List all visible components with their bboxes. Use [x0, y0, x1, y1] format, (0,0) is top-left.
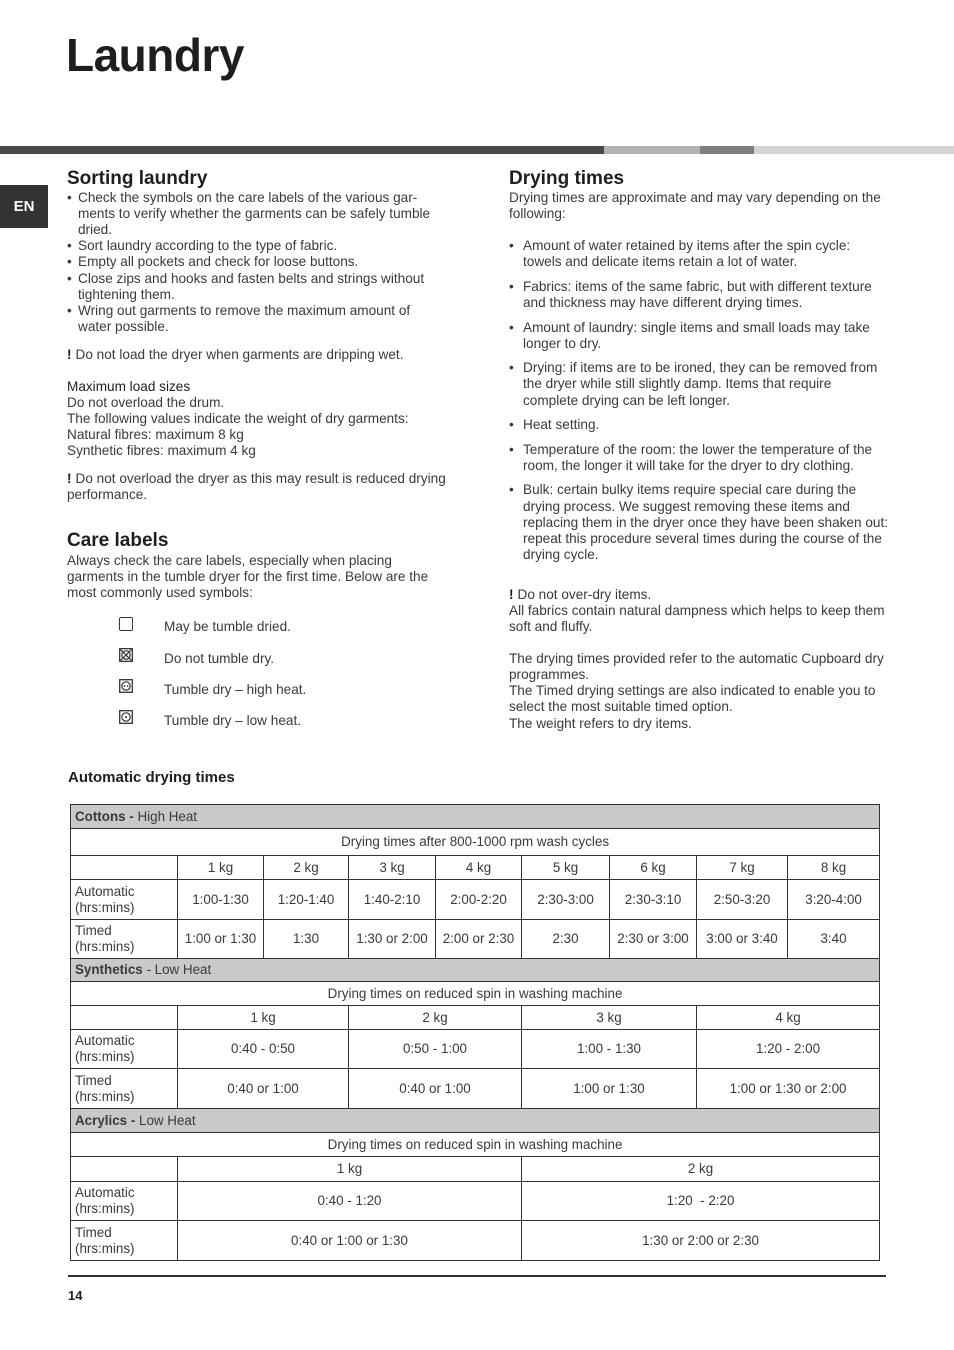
symbol-label: May be tumble dried. [164, 619, 291, 634]
list-item: • Drying: if items are to be ironed, they can be removed from the dryer while still slightly damp. Items that require complete drying can be left longer. [509, 360, 889, 408]
weight-header: 8 kg [788, 856, 880, 880]
weight-header: 7 kg [697, 856, 788, 880]
table-cell: 1:30 or 2:00 or 2:30 [522, 1221, 880, 1261]
list-item: • Amount of water retained by items after the spin cycle: towels and delicate items retain a lot of water. [509, 238, 889, 270]
table-row [71, 880, 880, 920]
care-labels-section [67, 530, 447, 601]
tumble-dry-high-heat-icon [119, 679, 133, 693]
do-not-tumble-dry-icon [119, 648, 133, 662]
table-cell: 1:40-2:10 [349, 880, 436, 920]
table-subtitle: Drying times on reduced spin in washing machine [71, 982, 880, 1006]
over-dry-warning: ! Do not over-dry items. [509, 586, 652, 602]
table-title: Automatic drying times [68, 769, 235, 786]
warning-icon: ! [509, 586, 514, 602]
header-bar-segment [700, 146, 754, 154]
fabric-name: Cottons - [75, 808, 138, 824]
table-cell: 2:30-3:00 [522, 880, 610, 920]
tumble-dry-low-heat-icon [119, 710, 133, 724]
table-cell: 2:30-3:10 [610, 880, 697, 920]
table-row [71, 1157, 880, 1182]
table-cell: 1:00 or 1:30 or 2:00 [697, 1069, 880, 1109]
table-cell [71, 856, 178, 880]
sorting-list [67, 190, 447, 335]
table-subtitle: Drying times after 800-1000 rpm wash cycles [71, 829, 880, 856]
table-cell: 1:00 or 1:30 [178, 920, 264, 959]
table-cell: 2:50-3:20 [697, 880, 788, 920]
heat-level: High Heat [137, 808, 198, 824]
row-label: Timed (hrs:mins) [71, 1221, 178, 1261]
programme-note: The weight refers to dry items. [509, 715, 692, 731]
table-cell: 0:40 or 1:00 [178, 1069, 349, 1109]
fabric-name: Synthetics [75, 962, 143, 977]
max-load-line: Synthetic fibres: maximum 4 kg [67, 443, 256, 459]
weight-header: 3 kg [349, 856, 436, 880]
symbol-label: Tumble dry – high heat. [164, 682, 307, 697]
list-item: • Check the symbols on the care labels of the various gar-ments to verify whether the garments can be safely tumble dried. [67, 190, 447, 238]
table-section-header [71, 1109, 880, 1133]
heat-level: - Low Heat [142, 962, 212, 977]
table-row [71, 1030, 880, 1069]
table-cell [71, 1006, 178, 1030]
wet-warning: ! Do not load the dryer when garments are dripping wet. [67, 346, 404, 362]
header-bar-segment [604, 146, 700, 154]
care-labels-heading: Care labels [67, 530, 169, 551]
drying-factors-list [509, 238, 889, 563]
footer-rule [68, 1275, 886, 1277]
weight-header: 2 kg [522, 1157, 880, 1182]
symbol-label: Do not tumble dry. [164, 651, 275, 666]
table-row [71, 1133, 880, 1157]
table-row [71, 1221, 880, 1261]
programme-note: The Timed drying settings are also indicated to enable you to select the most suitable timed option. [509, 683, 876, 715]
drying-times-table [70, 804, 880, 1261]
list-item: • Wring out garments to remove the maximum amount of water possible. [67, 303, 447, 335]
table-cell: 3:40 [788, 920, 880, 959]
table-cell: 1:00-1:30 [178, 880, 264, 920]
table-cell: 3:00 or 3:40 [697, 920, 788, 959]
care-labels-intro: Always check the care labels, especially when placing garments in the tumble dryer for the first time. Below are the most commonly used symbols: [67, 553, 429, 601]
drying-times-heading: Drying times [509, 168, 625, 189]
table-row [71, 982, 880, 1006]
tumble-dry-allowed-icon [119, 617, 133, 631]
weight-header: 1 kg [178, 856, 264, 880]
list-item: • Empty all pockets and check for loose buttons. [67, 254, 447, 270]
heat-level: Low Heat [139, 1112, 196, 1128]
overload-warning: ! Do not overload the dryer as this may result is reduced drying performance. [67, 470, 446, 502]
list-item: • Temperature of the room: the lower the temperature of the room, the longer it will take for the dryer to dry clothing. [509, 442, 889, 474]
list-item: • Sort laundry according to the type of fabric. [67, 238, 447, 254]
table-cell: 0:40 or 1:00 [349, 1069, 522, 1109]
max-load-line: Natural fibres: maximum 8 kg [67, 427, 244, 443]
table-cell: 1:30 or 2:00 [349, 920, 436, 959]
table-subtitle: Drying times on reduced spin in washing machine [71, 1133, 880, 1157]
table-section-header [71, 959, 880, 982]
table-cell: 3:20-4:00 [788, 880, 880, 920]
drying-times-section [509, 168, 889, 732]
page-number: 14 [68, 1288, 83, 1303]
weight-header: 4 kg [436, 856, 522, 880]
page-title: Laundry [66, 29, 244, 81]
table-cell: 1:30 [264, 920, 349, 959]
warning-icon: ! [67, 470, 72, 486]
fabric-name: Acrylics - [75, 1112, 140, 1128]
table-section-header [71, 805, 880, 829]
list-item: • Bulk: certain bulky items require special care during the drying process. We suggest removing these items and replacing them in the dryer once they have been shaken out: repeat this procedure several times during the course of the drying cycle. [509, 482, 889, 562]
max-load-line: The following values indicate the weight of dry garments: [67, 411, 409, 427]
language-tab: EN [0, 185, 48, 228]
sorting-heading: Sorting laundry [67, 168, 208, 189]
row-label: Timed (hrs:mins) [71, 1069, 178, 1109]
table-cell: 2:30 or 3:00 [610, 920, 697, 959]
list-item: • Heat setting. [509, 417, 889, 433]
table-cell: 1:20-1:40 [264, 880, 349, 920]
weight-header: 3 kg [522, 1006, 697, 1030]
list-item: • Close zips and hooks and fasten belts and strings without tightening them. [67, 271, 447, 303]
weight-header: 2 kg [349, 1006, 522, 1030]
weight-header: 6 kg [610, 856, 697, 880]
table-cell: 0:50 - 1:00 [349, 1030, 522, 1069]
sorting-section [67, 168, 447, 503]
row-label: Timed (hrs:mins) [71, 920, 178, 959]
row-label: Automatic (hrs:mins) [71, 1030, 178, 1069]
table-row [71, 856, 880, 880]
weight-header: 5 kg [522, 856, 610, 880]
table-cell: 0:40 - 0:50 [178, 1030, 349, 1069]
table-row [71, 1069, 880, 1109]
max-load-heading: Maximum load sizes [67, 379, 191, 395]
warning-icon: ! [67, 346, 72, 362]
table-cell: 1:00 - 1:30 [522, 1030, 697, 1069]
table-cell: 2:00 or 2:30 [436, 920, 522, 959]
weight-header: 1 kg [178, 1157, 522, 1182]
row-label: Automatic (hrs:mins) [71, 880, 178, 920]
table-cell: 0:40 - 1:20 [178, 1182, 522, 1221]
header-bar [0, 146, 604, 154]
programme-note: The drying times provided refer to the automatic Cupboard dry programmes. [509, 651, 884, 683]
table-row [71, 1182, 880, 1221]
row-label: Automatic (hrs:mins) [71, 1182, 178, 1221]
table-cell: 1:00 or 1:30 [522, 1069, 697, 1109]
table-row [71, 829, 880, 856]
drying-times-intro: Drying times are approximate and may vary depending on the following: [509, 190, 881, 222]
table-row [71, 1006, 880, 1030]
weight-header: 1 kg [178, 1006, 349, 1030]
weight-header: 2 kg [264, 856, 349, 880]
table-cell [71, 1157, 178, 1182]
symbol-label: Tumble dry – low heat. [164, 713, 302, 728]
table-row [71, 920, 880, 959]
weight-header: 4 kg [697, 1006, 880, 1030]
dampness-note: All fabrics contain natural dampness which helps to keep them soft and fluffy. [509, 602, 885, 635]
list-item: • Amount of laundry: single items and small loads may take longer to dry. [509, 320, 889, 352]
max-load-line: Do not overload the drum. [67, 395, 225, 411]
table-cell: 1:20 - 2:20 [522, 1182, 880, 1221]
header-bar-segment [754, 146, 954, 154]
table-cell: 0:40 or 1:00 or 1:30 [178, 1221, 522, 1261]
table-cell: 2:00-2:20 [436, 880, 522, 920]
list-item: • Fabrics: items of the same fabric, but with different texture and thickness may have different drying times. [509, 279, 889, 311]
table-cell: 1:20 - 2:00 [697, 1030, 880, 1069]
table-cell: 2:30 [522, 920, 610, 959]
